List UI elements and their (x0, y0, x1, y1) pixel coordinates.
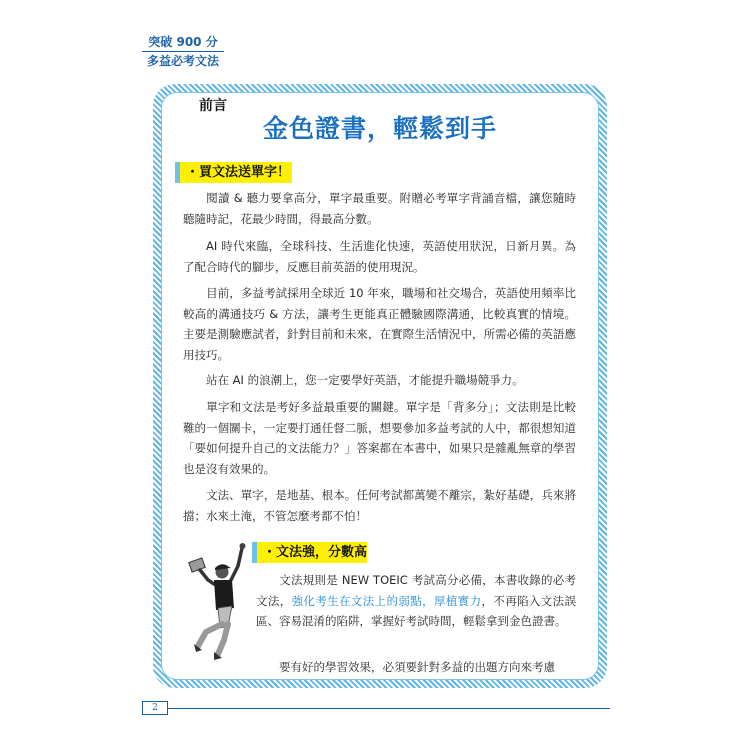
book-header (142, 34, 224, 69)
book-series-title: 突破 900 分 (148, 35, 218, 49)
page-title: 金色證書，輕鬆到手 (262, 114, 497, 143)
paragraph-text: AI 時代來臨，全球科技、生活進化快速，英語使用狀況，日新月異。為了配合時代的腳步，反應目前英語的使用現況。 (183, 239, 576, 274)
paragraph-text: 文法規則是 NEW TOEIC 考試高分必備，本書收錄的必考文法， (256, 573, 576, 608)
section-heading-grammar: ・文法強，分數高 (252, 542, 367, 563)
paragraph (183, 188, 576, 229)
paragraph-text: 閱讀 & 聽力要拿高分，單字最重要。附贈必考單字背誦音檔，讓您隨時聽隨時記，花最少時間，得最高分數。 (183, 191, 576, 226)
preface-label: 前言 (199, 98, 227, 114)
paragraph (256, 657, 576, 678)
paragraph-text: ，不再陷入文法誤區、容易混淆的陷阱，掌握好考試時間，輕鬆拿到金色證書。 (256, 593, 577, 628)
section-heading-vocab: ・買文法送單字！ (175, 162, 292, 183)
paragraph (256, 570, 576, 632)
paragraph (183, 236, 576, 277)
page-number: 2 (142, 701, 168, 715)
jumping-man-illustration (184, 540, 256, 662)
paragraph-text: 站在 AI 的浪潮上，您一定要學好英語，才能提升職場競爭力。 (206, 373, 524, 387)
book-subtitle: 多益必考文法 (146, 54, 219, 68)
paragraph (183, 283, 576, 365)
paragraph-text: 單字和文法是考好多益最重要的關鍵。單字是「背多分」；文法則是比較難的一個關卡，一定要打通任督二脈，想要參加多益考試的人中，都很想知道「要如何提升自己的文法能力？」答案都在本書中，如果只是雜亂無章的學習也是沒有效果的。 (183, 400, 576, 476)
paragraph-text: 目前，多益考試採用全球近 10 年來，職場和社交場合，英語使用頻率比較高的溝通技巧 & 方法，讓考生更能真正體驗國際溝通，比較真實的情境。主要是測驗應試者，針對目前和未來，在實際生活情況中，所需必備的英語應用技巧。 (183, 286, 576, 362)
highlighted-text: 強化考生在文法上的弱點，厚植實力 (291, 593, 482, 608)
paragraph (183, 397, 576, 479)
paragraph-text: 要有好的學習效果，必須要針對多益的出題方向來考慮 (279, 660, 555, 674)
paragraph-text: 文法、單字，是地基、根本。任何考試都萬變不離宗，紮好基礎，兵來將擋；水來土淹，不管怎麼考都不怕！ (183, 488, 576, 523)
header-divider (142, 51, 224, 52)
paragraph (183, 370, 576, 391)
footer-rule (168, 708, 610, 709)
paragraph (183, 485, 576, 526)
